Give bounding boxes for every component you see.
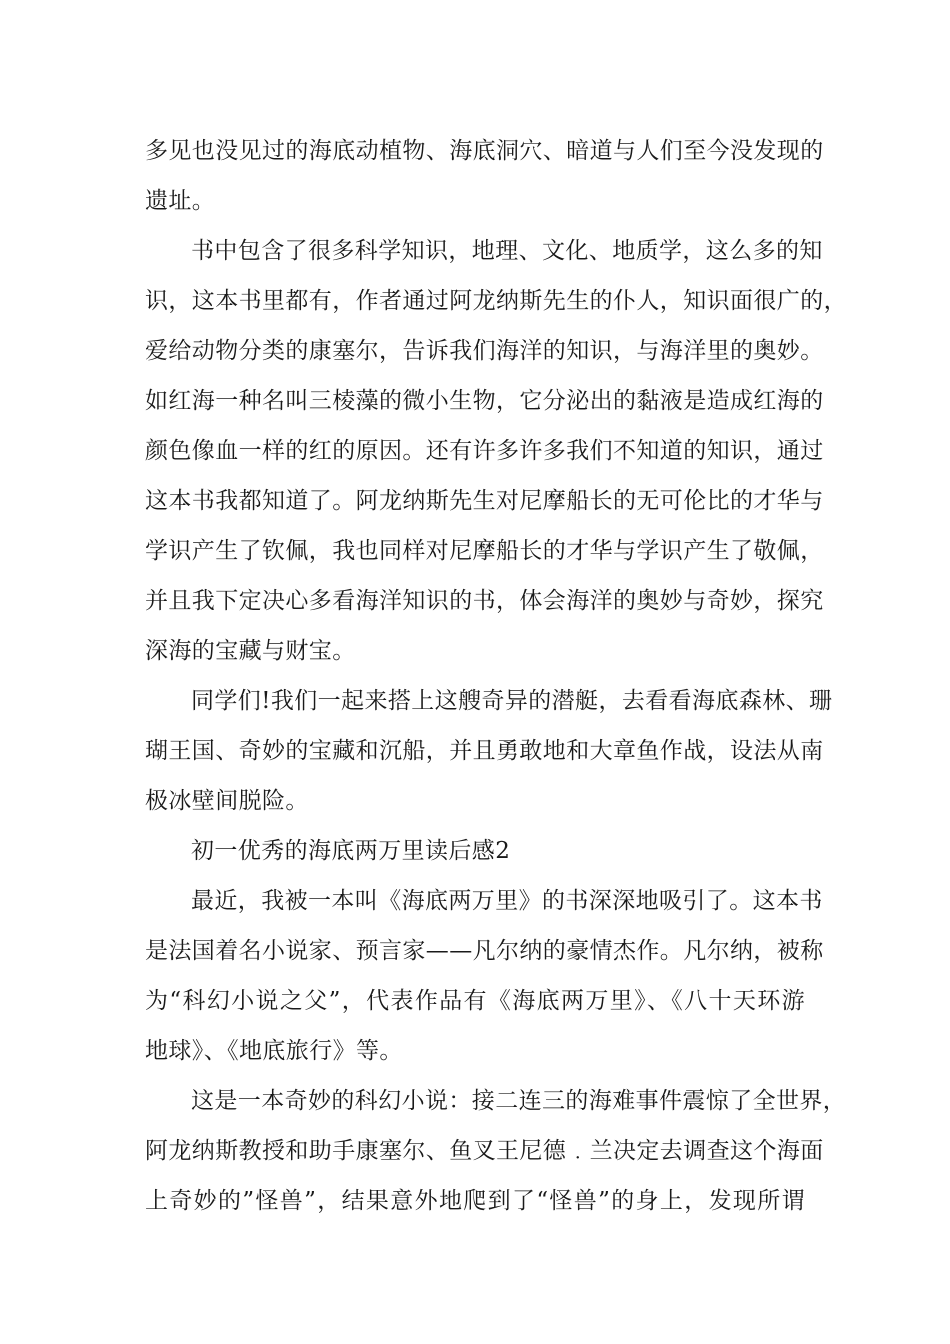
paragraph-line: 并且我下定决心多看海洋知识的书，体会海洋的奥妙与奇妙，探究 (145, 588, 824, 614)
paragraph-line: 是法国着名小说家、预言家——凡尔纳的豪情杰作。凡尔纳，被称 (145, 938, 824, 964)
paragraph-line: 上奇妙的”怪兽”，结果意外地爬到了“怪兽”的身上，发现所谓 (145, 1188, 805, 1214)
paragraph-line: 阿龙纳斯教授和助手康塞尔、鱼叉王尼德﹒兰决定去调查这个海面 (145, 1138, 824, 1164)
section-heading: 初一优秀的海底两万里读后感2 (191, 838, 511, 864)
paragraph-line: 最近，我被一本叫《海底两万里》的书深深地吸引了。这本书 (191, 888, 823, 914)
paragraph-line: 同学们!我们一起来搭上这艘奇异的潜艇，去看看海底森林、珊 (191, 688, 833, 714)
paragraph-line: 爱给动物分类的康塞尔，告诉我们海洋的知识，与海洋里的奥妙。 (145, 338, 824, 364)
paragraph-line: 如红海一种名叫三棱藻的微小生物，它分泌出的黏液是造成红海的 (145, 388, 824, 414)
paragraph-line: 识，这本书里都有，作者通过阿龙纳斯先生的仆人，知识面很广的， (145, 288, 847, 314)
paragraph-line: 遗址。 (145, 188, 216, 214)
paragraph-line: 这本书我都知道了。阿龙纳斯先生对尼摩船长的无可伦比的才华与 (145, 488, 824, 514)
paragraph-line: 瑚王国、奇妙的宝藏和沉船，并且勇敢地和大章鱼作战，设法从南 (145, 738, 824, 764)
paragraph-line: 书中包含了很多科学知识，地理、文化、地质学，这么多的知 (191, 238, 823, 264)
paragraph-line: 地球》、《地底旅行》等。 (145, 1038, 403, 1064)
paragraph-line: 这是一本奇妙的科幻小说：接二连三的海难事件震惊了全世界， (191, 1088, 847, 1114)
paragraph-line: 为“科幻小说之父”，代表作品有《海底两万里》、《八十天环游 (145, 988, 805, 1014)
paragraph-line: 学识产生了钦佩，我也同样对尼摩船长的才华与学识产生了敬佩， (145, 538, 824, 564)
paragraph-line: 极冰壁间脱险。 (145, 788, 309, 814)
paragraph-line: 多见也没见过的海底动植物、海底洞穴、暗道与人们至今没发现的 (145, 138, 824, 164)
paragraph-line: 颜色像血一样的红的原因。还有许多许多我们不知道的知识，通过 (145, 438, 824, 464)
paragraph-line: 深海的宝藏与财宝。 (145, 638, 356, 664)
